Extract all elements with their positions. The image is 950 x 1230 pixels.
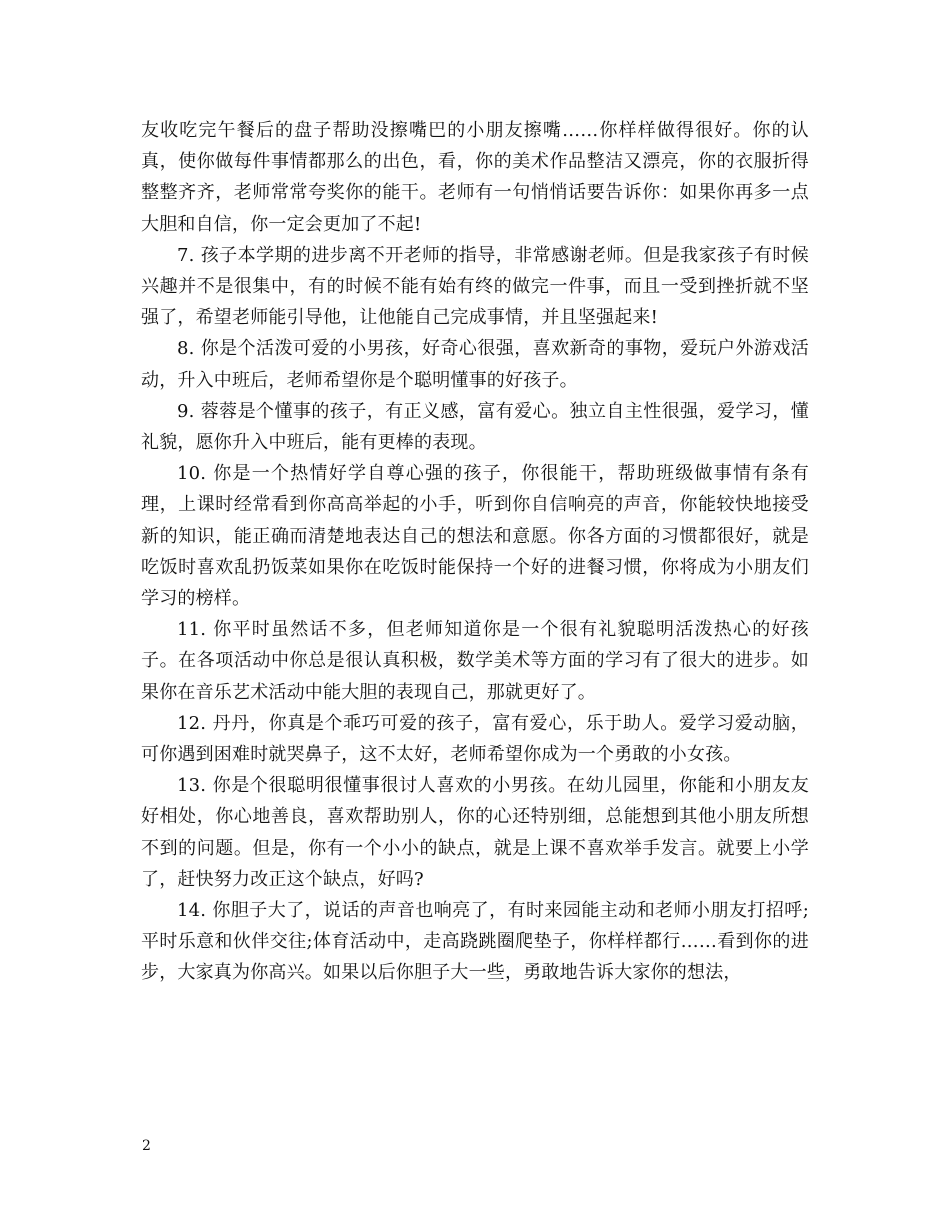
- paragraph-item-12: 12. 丹丹，你真是个乖巧可爱的孩子，富有爱心，乐于助人。爱学习爱动脑，可你遇到困难时就哭鼻子，这不太好，老师希望你成为一个勇敢的小女孩。: [141, 712, 809, 766]
- paragraph-item-14: 14. 你胆子大了，说话的声音也响亮了，有时来园能主动和老师小朋友打招呼;平时乐意和伙伴交往;体育活动中，走高跷跳圈爬垫子，你样样都行……看到你的进步，大家真为你高兴。如果以后你胆子大一些，勇敢地告诉大家你的想法，: [141, 900, 809, 984]
- paragraph-item-9: 9. 蓉蓉是个懂事的孩子，有正义感，富有爱心。独立自主性很强，爱学习，懂礼貌，愿你升入中班后，能有更棒的表现。: [141, 400, 809, 454]
- paragraph-item-8: 8. 你是个活泼可爱的小男孩，好奇心很强，喜欢新奇的事物，爱玩户外游戏活动，升入中班后，老师希望你是个聪明懂事的好孩子。: [141, 338, 809, 391]
- paragraph-item-13: 13. 你是个很聪明很懂事很讨人喜欢的小男孩。在幼儿园里，你能和小朋友友好相处，你心地善良，喜欢帮助别人，你的心还特别细，总能想到其他小朋友所想不到的问题。但是，你有一个小小的缺点，就是上课不喜欢举手发言。就要上小学了，赶快努力改正这个缺点，好吗?: [141, 775, 809, 890]
- paragraph-continuation: 友收吃完午餐后的盘子帮助没擦嘴巴的小朋友擦嘴……你样样做得很好。你的认真，使你做每件事情都那么的出色，看，你的美术作品整洁又漂亮，你的衣服折得整整齐齐，老师常常夸奖你的能干。老师有一句悄悄话要告诉你：如果你再多一点大胆和自信，你一定会更加了不起!: [141, 120, 809, 235]
- document-body: [141, 115, 809, 989]
- paragraph-item-10: 10. 你是一个热情好学自尊心强的孩子，你很能干，帮助班级做事情有条有理，上课时经常看到你高高举起的小手，听到你自信响亮的声音，你能较快地接受新的知识，能正确而清楚地表达自己的想法和意愿。你各方面的习惯都很好，就是吃饭时喜欢乱扔饭菜如果你在吃饭时能保持一个好的进餐习惯，你将成为小朋友们学习的榜样。: [141, 463, 809, 610]
- page-number: 2: [142, 1138, 151, 1154]
- paragraph-item-7: 7. 孩子本学期的进步离不开老师的指导，非常感谢老师。但是我家孩子有时候兴趣并不是很集中，有的时候不能有始有终的做完一件事，而且一受到挫折就不坚强了，希望老师能引导他，让他能自己完成事情，并且坚强起来!: [141, 244, 809, 329]
- paragraph-item-11: 11. 你平时虽然话不多，但老师知道你是一个很有礼貌聪明活泼热心的好孩子。在各项活动中你总是很认真积极，数学美术等方面的学习有了很大的进步。如果你在音乐艺术活动中能大胆的表现自己，那就更好了。: [141, 619, 809, 703]
